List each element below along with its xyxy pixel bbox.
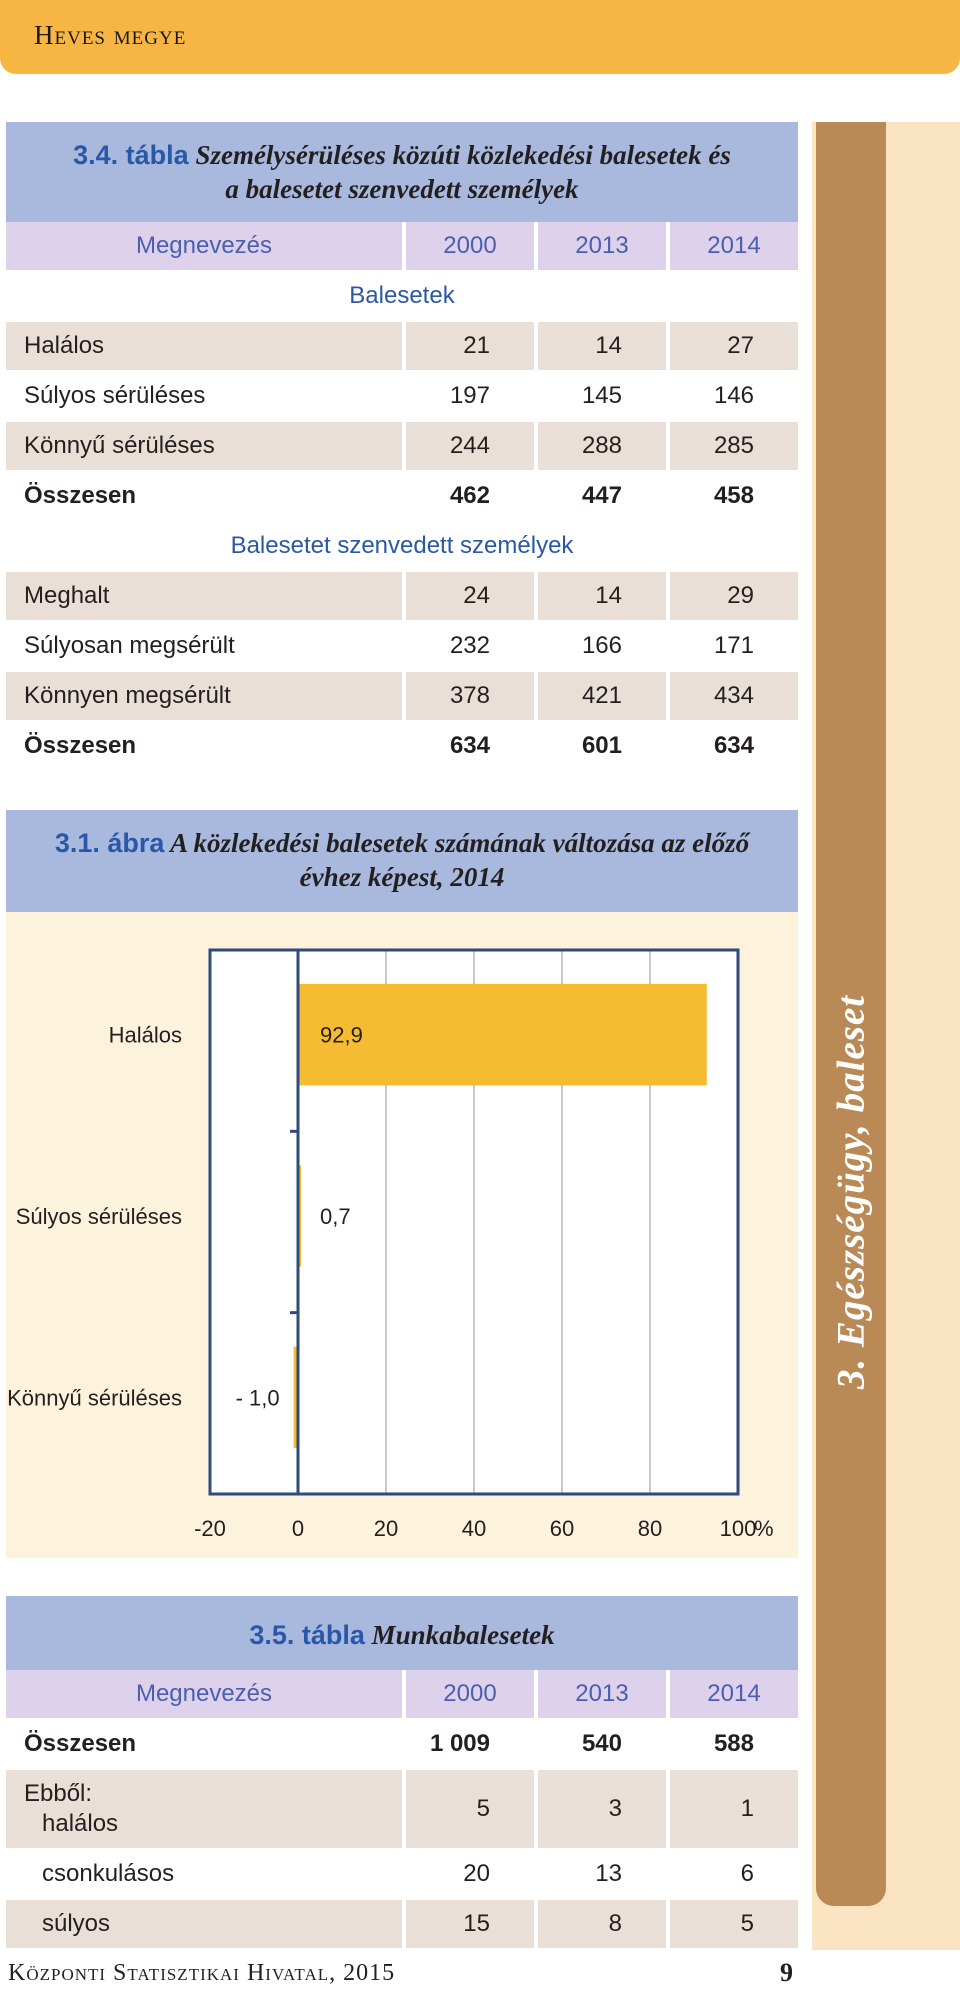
cell-value: 21 [406, 322, 538, 370]
table-row [6, 672, 798, 722]
table-header-row [6, 1670, 798, 1720]
cell-value: 171 [713, 632, 754, 659]
x-tick-label: 20 [373, 1516, 399, 1541]
cell-value: 5 [740, 1910, 754, 1937]
section-heading-row [6, 522, 798, 572]
cell-value: 634 [713, 732, 754, 759]
cell-value: 15 [406, 1900, 538, 1948]
cell-value: 634 [406, 722, 538, 770]
row-label: Könnyen megsérült [6, 672, 406, 720]
table-row [6, 622, 798, 672]
table-row [6, 1850, 798, 1900]
cell-value: 13 [538, 1850, 670, 1898]
row-label: Halálos [6, 322, 406, 370]
cell-value: 24 [406, 572, 538, 620]
county-title: Heves megye [34, 20, 187, 50]
cell-value: 244 [406, 422, 538, 470]
category-label: Súlyos sérüléses [15, 1204, 182, 1229]
x-tick-label: 0 [291, 1516, 305, 1541]
table-total-row [6, 472, 798, 522]
x-tick-label: 40 [461, 1516, 487, 1541]
column-header: 2014 [707, 232, 761, 259]
row-label-group [6, 1770, 406, 1848]
chapter-tab [816, 122, 886, 1906]
column-header: 2000 [406, 222, 538, 270]
table-number: 3.5. tábla [249, 1620, 365, 1650]
row-label: csonkulásos [6, 1850, 406, 1898]
row-label: Összesen [6, 722, 406, 770]
data-label: 0,7 [320, 1204, 351, 1229]
table-row [6, 422, 798, 472]
table-title: Munkabalesetek [371, 1620, 555, 1650]
cell-value: 146 [713, 382, 754, 409]
column-header: 2013 [538, 1670, 670, 1718]
figure-3-1 [6, 810, 798, 1558]
cell-value: 14 [538, 572, 670, 620]
table-row [6, 322, 798, 372]
table-row [6, 1900, 798, 1950]
row-label: Könnyű sérüléses [6, 422, 406, 470]
figure-title-line1: A közlekedési balesetek számának változása az előző [170, 828, 750, 858]
cell-value: 458 [713, 482, 754, 509]
cell-value: 27 [727, 332, 754, 359]
cell-value: 288 [538, 422, 670, 470]
cell-value: 145 [538, 372, 670, 420]
section-heading-row [6, 272, 798, 322]
publisher: Központi Statisztikai Hivatal, 2015 [8, 1960, 396, 1986]
page-footer [0, 1956, 960, 1992]
cell-value: 434 [713, 682, 754, 709]
x-tick-label: 80 [637, 1516, 663, 1541]
column-header: 2000 [406, 1670, 538, 1718]
bar-chart [6, 912, 798, 1558]
row-label: halálos [42, 1810, 119, 1837]
figure-title-line2: évhez képest, 2014 [299, 862, 505, 892]
cell-value: 462 [406, 472, 538, 520]
cell-value: 20 [406, 1850, 538, 1898]
cell-value: 197 [406, 372, 538, 420]
column-header: Megnevezés [6, 1670, 406, 1718]
section-heading: Balesetet szenvedett személyek [230, 532, 574, 559]
cell-value: 540 [538, 1720, 670, 1768]
x-tick-label: -20 [194, 1516, 226, 1541]
cell-value: 14 [538, 322, 670, 370]
table-title-line2: a balesetet szenvedett személyek [225, 174, 579, 204]
table-title-line1: Személysérüléses közúti közlekedési balesetek és [195, 140, 731, 170]
cell-value: 378 [406, 672, 538, 720]
cell-value: 421 [538, 672, 670, 720]
table-header-row [6, 222, 798, 272]
row-label: Súlyosan megsérült [6, 622, 406, 670]
cell-value: 1 009 [406, 1720, 538, 1768]
row-label: Súlyos sérüléses [6, 372, 406, 420]
column-header: Megnevezés [6, 222, 406, 270]
column-header: 2014 [707, 1680, 761, 1707]
figure-caption [6, 810, 798, 912]
cell-value: 232 [406, 622, 538, 670]
data-label: 92,9 [320, 1022, 363, 1048]
cell-value: 588 [713, 1730, 754, 1757]
cell-value: 5 [406, 1770, 538, 1848]
x-unit-label: % [754, 1516, 774, 1541]
row-label: súlyos [6, 1900, 406, 1948]
cell-value: 29 [727, 582, 754, 609]
category-label: Halálos [108, 1022, 182, 1048]
data-label: - 1,0 [235, 1385, 280, 1411]
cell-value: 285 [713, 432, 754, 459]
table-3-4-caption [6, 122, 798, 222]
ebbol-label: Ebből: [24, 1780, 93, 1807]
row-label: Összesen [6, 1720, 406, 1768]
table-3-5-caption [6, 1596, 798, 1670]
cell-value: 6 [740, 1860, 754, 1887]
table-row [6, 1770, 798, 1850]
page-number: 9 [780, 1958, 793, 1987]
section-heading: Balesetek [349, 282, 455, 309]
cell-value: 166 [538, 622, 670, 670]
table-row [6, 572, 798, 622]
cell-value: 1 [740, 1795, 754, 1822]
cell-value: 601 [538, 722, 670, 770]
cell-value: 8 [538, 1900, 670, 1948]
row-label: Meghalt [6, 572, 406, 620]
chapter-tab-label: 3. Egészségügy, baleset [829, 994, 873, 1390]
table-3-4 [6, 122, 798, 772]
cell-value: 3 [538, 1770, 670, 1848]
table-row [6, 372, 798, 422]
row-label: Összesen [6, 472, 406, 520]
table-3-5 [6, 1596, 798, 1950]
category-label: Könnyű sérüléses [7, 1385, 182, 1411]
column-header: 2013 [538, 222, 670, 270]
cell-value: 447 [538, 472, 670, 520]
x-tick-label: 100 [719, 1516, 757, 1541]
figure-number: 3.1. ábra [54, 828, 165, 858]
x-tick-label: 60 [549, 1516, 575, 1541]
table-total-row [6, 1720, 798, 1770]
table-total-row [6, 722, 798, 772]
chart-area [6, 912, 798, 1558]
top-header-band [0, 0, 960, 74]
table-number: 3.4. tábla [73, 140, 189, 170]
